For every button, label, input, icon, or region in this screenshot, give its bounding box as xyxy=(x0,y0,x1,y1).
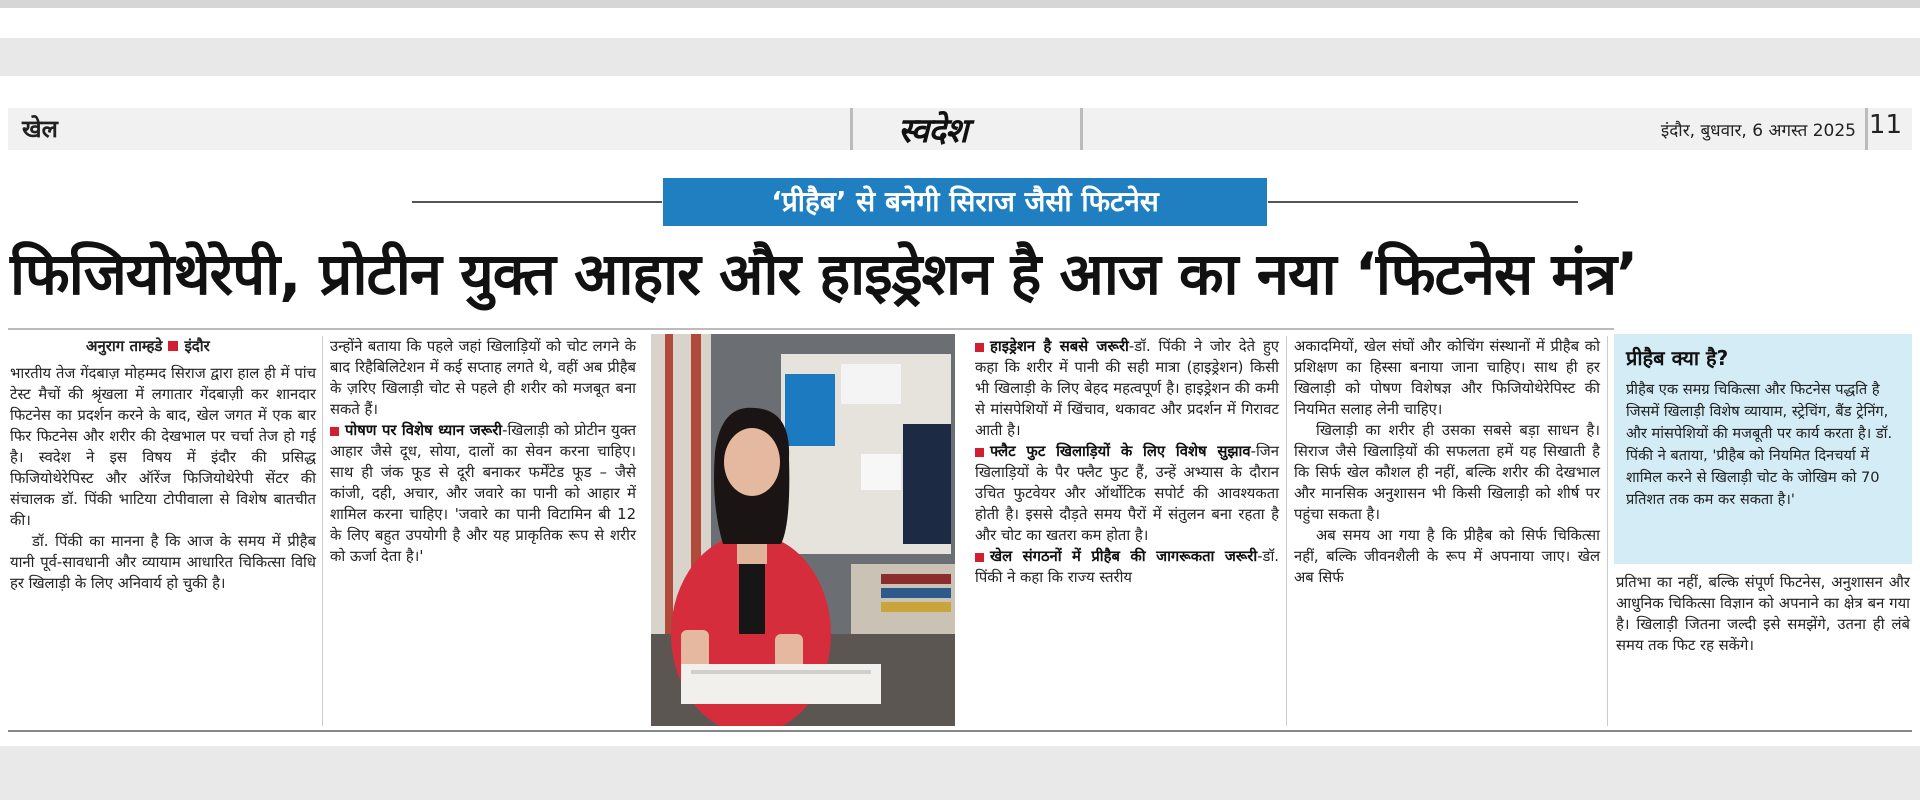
paragraph xyxy=(975,441,1279,546)
paragraph-text: -जिन खिलाड़ियों के पैर फ्लैट फुट हैं, उन्हें अभ्यास के दौरान उचित फुटवेयर और ऑर्थोटिक सपोर्ट की आवश्यकता होती है। इससे दौड़ते समय पैरों में संतुलन बना रहता है और चोट का खतरा कम होता है। xyxy=(975,443,1279,544)
article-column-4 xyxy=(1294,336,1600,588)
subheading: हाइड्रेशन है सबसे जरूरी xyxy=(990,338,1129,355)
sidebar-body: प्रीहैब एक समग्र चिकित्सा और फिटनेस पद्धति है जिसमें खिलाड़ी विशेष व्यायाम, स्ट्रेचिंग, बैंड ट्रेनिंग, और मांसपेशियों की मजबूती पर कार्य करता है। डॉ. पिंकी ने बताया, 'प्रीहैब को नियमित दिनचर्या में शामिल करने से खिलाड़ी चोट के जोखिम को 70 प्रतिशत तक कम कर सकता है।' xyxy=(1626,381,1893,508)
article-column-2 xyxy=(330,336,636,567)
byline-place: इंदौर xyxy=(184,337,210,355)
article-top-rule xyxy=(8,328,1614,330)
header-divider xyxy=(850,108,853,150)
column-divider xyxy=(322,336,323,726)
bottom-band xyxy=(0,746,1920,800)
article-column-3 xyxy=(975,336,1279,588)
paragraph xyxy=(975,546,1279,588)
paragraph: भारतीय तेज गेंदबाज़ मोहम्मद सिराज द्वारा हाल ही में पांच टेस्ट मैचों की श्रृंखला में लगातार गेंदबाज़ी कर शानदार फिटनेस का प्रदर्शन करने के बाद, खेल जगत में एक बार फिर फिटनेस और शरीर की देखभाल पर चर्चा तेज हो गई है। स्वदेश ने इस विषय में इंदौर की प्रसिद्ध फिजियोथेरेपिस्ट और ऑरेंज फिजियोथेरेपी सेंटर की संचालक डॉ. पिंकी भाटिया टोपीवाला से विशेष बातचीत की। xyxy=(10,365,316,529)
column-divider xyxy=(1607,336,1608,726)
section-name: खेल xyxy=(22,115,58,143)
kicker-rule-left xyxy=(412,201,662,203)
photo-illustration xyxy=(651,334,955,726)
header-divider xyxy=(1080,108,1083,150)
article-column-5 xyxy=(1616,572,1910,656)
dateline: इंदौर, बुधवार, 6 अगस्त 2025 xyxy=(1660,121,1856,141)
headline: फिजियोथेरेपी, प्रोटीन युक्त आहार और हाइड्रेशन है आज का नया ‘फिटनेस मंत्र’ xyxy=(10,240,1638,308)
sidebar-box xyxy=(1614,334,1912,564)
page-header xyxy=(8,108,1912,150)
paragraph xyxy=(975,336,1279,441)
bullet-icon xyxy=(975,343,984,352)
subheading: पोषण पर विशेष ध्यान जरूरी xyxy=(345,422,503,439)
article-photo xyxy=(651,334,955,726)
masthead-logo: स्वदेश xyxy=(898,111,968,151)
paragraph-text: -डॉ. पिंकी ने जोर देते हुए कहा कि शरीर में पानी की सही मात्रा (हाइड्रेशन) किसी भी खिलाड़ी के लिए बेहद महत्वपूर्ण है। हाइड्रेशन की कमी से मांसपेशियों में खिंचाव, थकावट और प्रदर्शन में गिरावट आती है। xyxy=(975,338,1279,439)
bullet-icon xyxy=(975,553,984,562)
paragraph: प्रतिभा का नहीं, बल्कि संपूर्ण फिटनेस, अनुशासन और आधुनिक चिकित्सा विज्ञान को अपनाने का क्षेत्र बन गया है। खिलाड़ी जितना जल्दी इसे समझेंगे, उतना ही लंबे समय तक फिट रह सकेंगे। xyxy=(1616,574,1910,654)
sidebar-title: प्रीहैब क्या है? xyxy=(1626,346,1729,370)
byline-separator-icon xyxy=(168,341,178,351)
kicker-rule-right xyxy=(1268,201,1578,203)
header-divider xyxy=(1865,108,1868,150)
bullet-icon xyxy=(975,448,984,457)
gray-band xyxy=(0,38,1920,76)
paragraph: खिलाड़ी का शरीर ही उसका सबसे बड़ा साधन है। सिराज जैसे खिलाड़ियों की सफलता हमें यह सिखाती है कि सिर्फ खेल कौशल ही नहीं, बल्कि शरीर की देखभाल और मानसिक अनुशासन भी किसी खिलाड़ी को शीर्ष पर पहुंचा सकता है। xyxy=(1294,422,1600,523)
kicker: ‘प्रीहैब’ से बनेगी सिराज जैसी फिटनेस xyxy=(663,178,1267,226)
paragraph: उन्होंने बताया कि पहले जहां खिलाड़ियों को चोट लगने के बाद रिहैबिलिटेशन में कई सप्ताह लगते थे, वहीं अब प्रीहैब के ज़रिए खिलाड़ी चोट से पहले ही शरीर को मजबूत बना सकते हैं। xyxy=(330,338,636,418)
paragraph-text: -डॉ. पिंकी ने कहा कि राज्य स्तरीय xyxy=(975,548,1279,586)
article-column-1 xyxy=(10,336,316,594)
byline-author: अनुराग ताम्हडे xyxy=(86,337,163,355)
byline xyxy=(10,336,316,357)
bullet-icon xyxy=(330,427,339,436)
column-divider xyxy=(1286,336,1287,726)
top-band xyxy=(0,0,1920,8)
article-bottom-rule xyxy=(8,730,1912,732)
paragraph xyxy=(330,420,636,567)
paragraph-text: -खिलाड़ी को प्रोटीन युक्त आहार जैसे दूध, सोया, दालों का सेवन करना चाहिए। साथ ही जंक फूड से दूरी बनाकर फर्मेंटेड फूड – जैसे कांजी, दही, अचार, और जवारे का पानी को आहार में शामिल करना चाहिए। 'जवारे का पानी विटामिन बी 12 के लिए बहुत उपयोगी है और यह प्राकृतिक रूप से शरीर को ऊर्जा देता है।' xyxy=(330,422,636,565)
paragraph: अकादमियों, खेल संघों और कोचिंग संस्थानों में प्रीहैब को प्रशिक्षण का हिस्सा बनाया जाना चाहिए। साथ ही हर खिलाड़ी को पोषण विशेषज्ञ और फिजियोथेरेपिस्ट की नियमित सलाह लेनी चाहिए। xyxy=(1294,338,1600,418)
subheading: खेल संगठनों में प्रीहैब की जागरूकता जरूरी xyxy=(990,548,1258,565)
page-number: 11 xyxy=(1868,110,1902,140)
paragraph: डॉ. पिंकी का मानना है कि आज के समय में प्रीहैब यानी पूर्व-सावधानी और व्यायाम आधारित चिकित्सा विधि हर खिलाड़ी के लिए अनिवार्य हो चुकी है। xyxy=(10,533,316,592)
paragraph: अब समय आ गया है कि प्रीहैब को सिर्फ चिकित्सा नहीं, बल्कि जीवनशैली के रूप में अपनाया जाए। खेल अब सिर्फ xyxy=(1294,527,1600,586)
subheading: फ्लैट फुट खिलाड़ियों के लिए विशेष सुझाव xyxy=(990,443,1251,460)
